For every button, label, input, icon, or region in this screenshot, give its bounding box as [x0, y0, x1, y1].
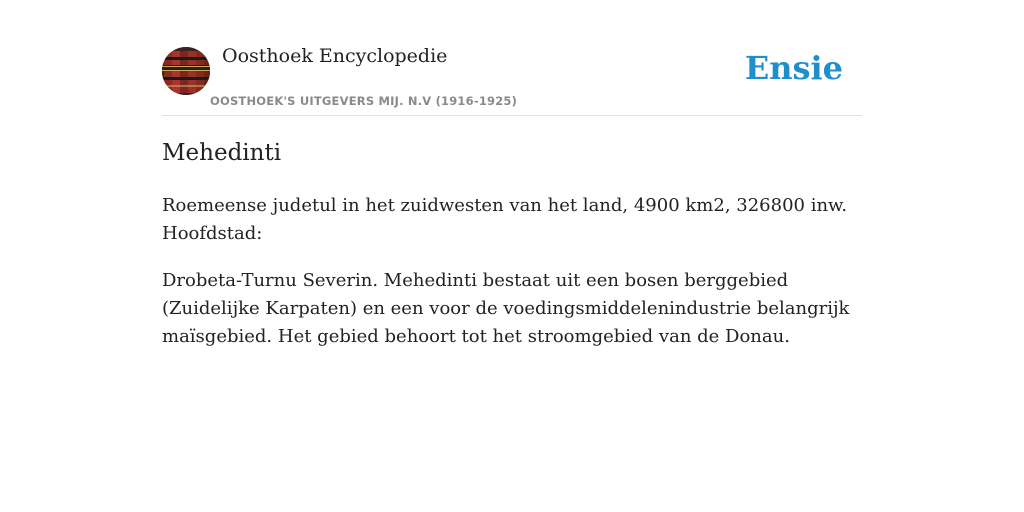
article-title: Mehedinti: [162, 140, 282, 166]
article-paragraph: Roemeense judetul in het zuidwesten van het land, 4900 km2, 326800 inw. Hoofdstad:: [162, 195, 848, 244]
source-title[interactable]: Oosthoek Encyclopedie: [222, 45, 448, 67]
ensie-logo[interactable]: Ensie: [744, 49, 843, 87]
source-subtitle: OOSTHOEK'S UITGEVERS MIJ. N.V (1916-1925): [210, 94, 518, 108]
encyclopedia-books-icon: [162, 47, 210, 95]
article-paragraph: Drobeta-Turnu Severin. Mehedinti bestaat uit een bosen berggebied (Zuidelijke Karpaten) en een voor de voedingsmiddelenindustrie belangrijk maïsgebied. Het gebied behoort tot het stroomgebied van de Donau.: [162, 270, 850, 347]
source-header: [162, 0, 862, 116]
page-container: [162, 0, 862, 347]
source-avatar[interactable]: [162, 47, 210, 95]
